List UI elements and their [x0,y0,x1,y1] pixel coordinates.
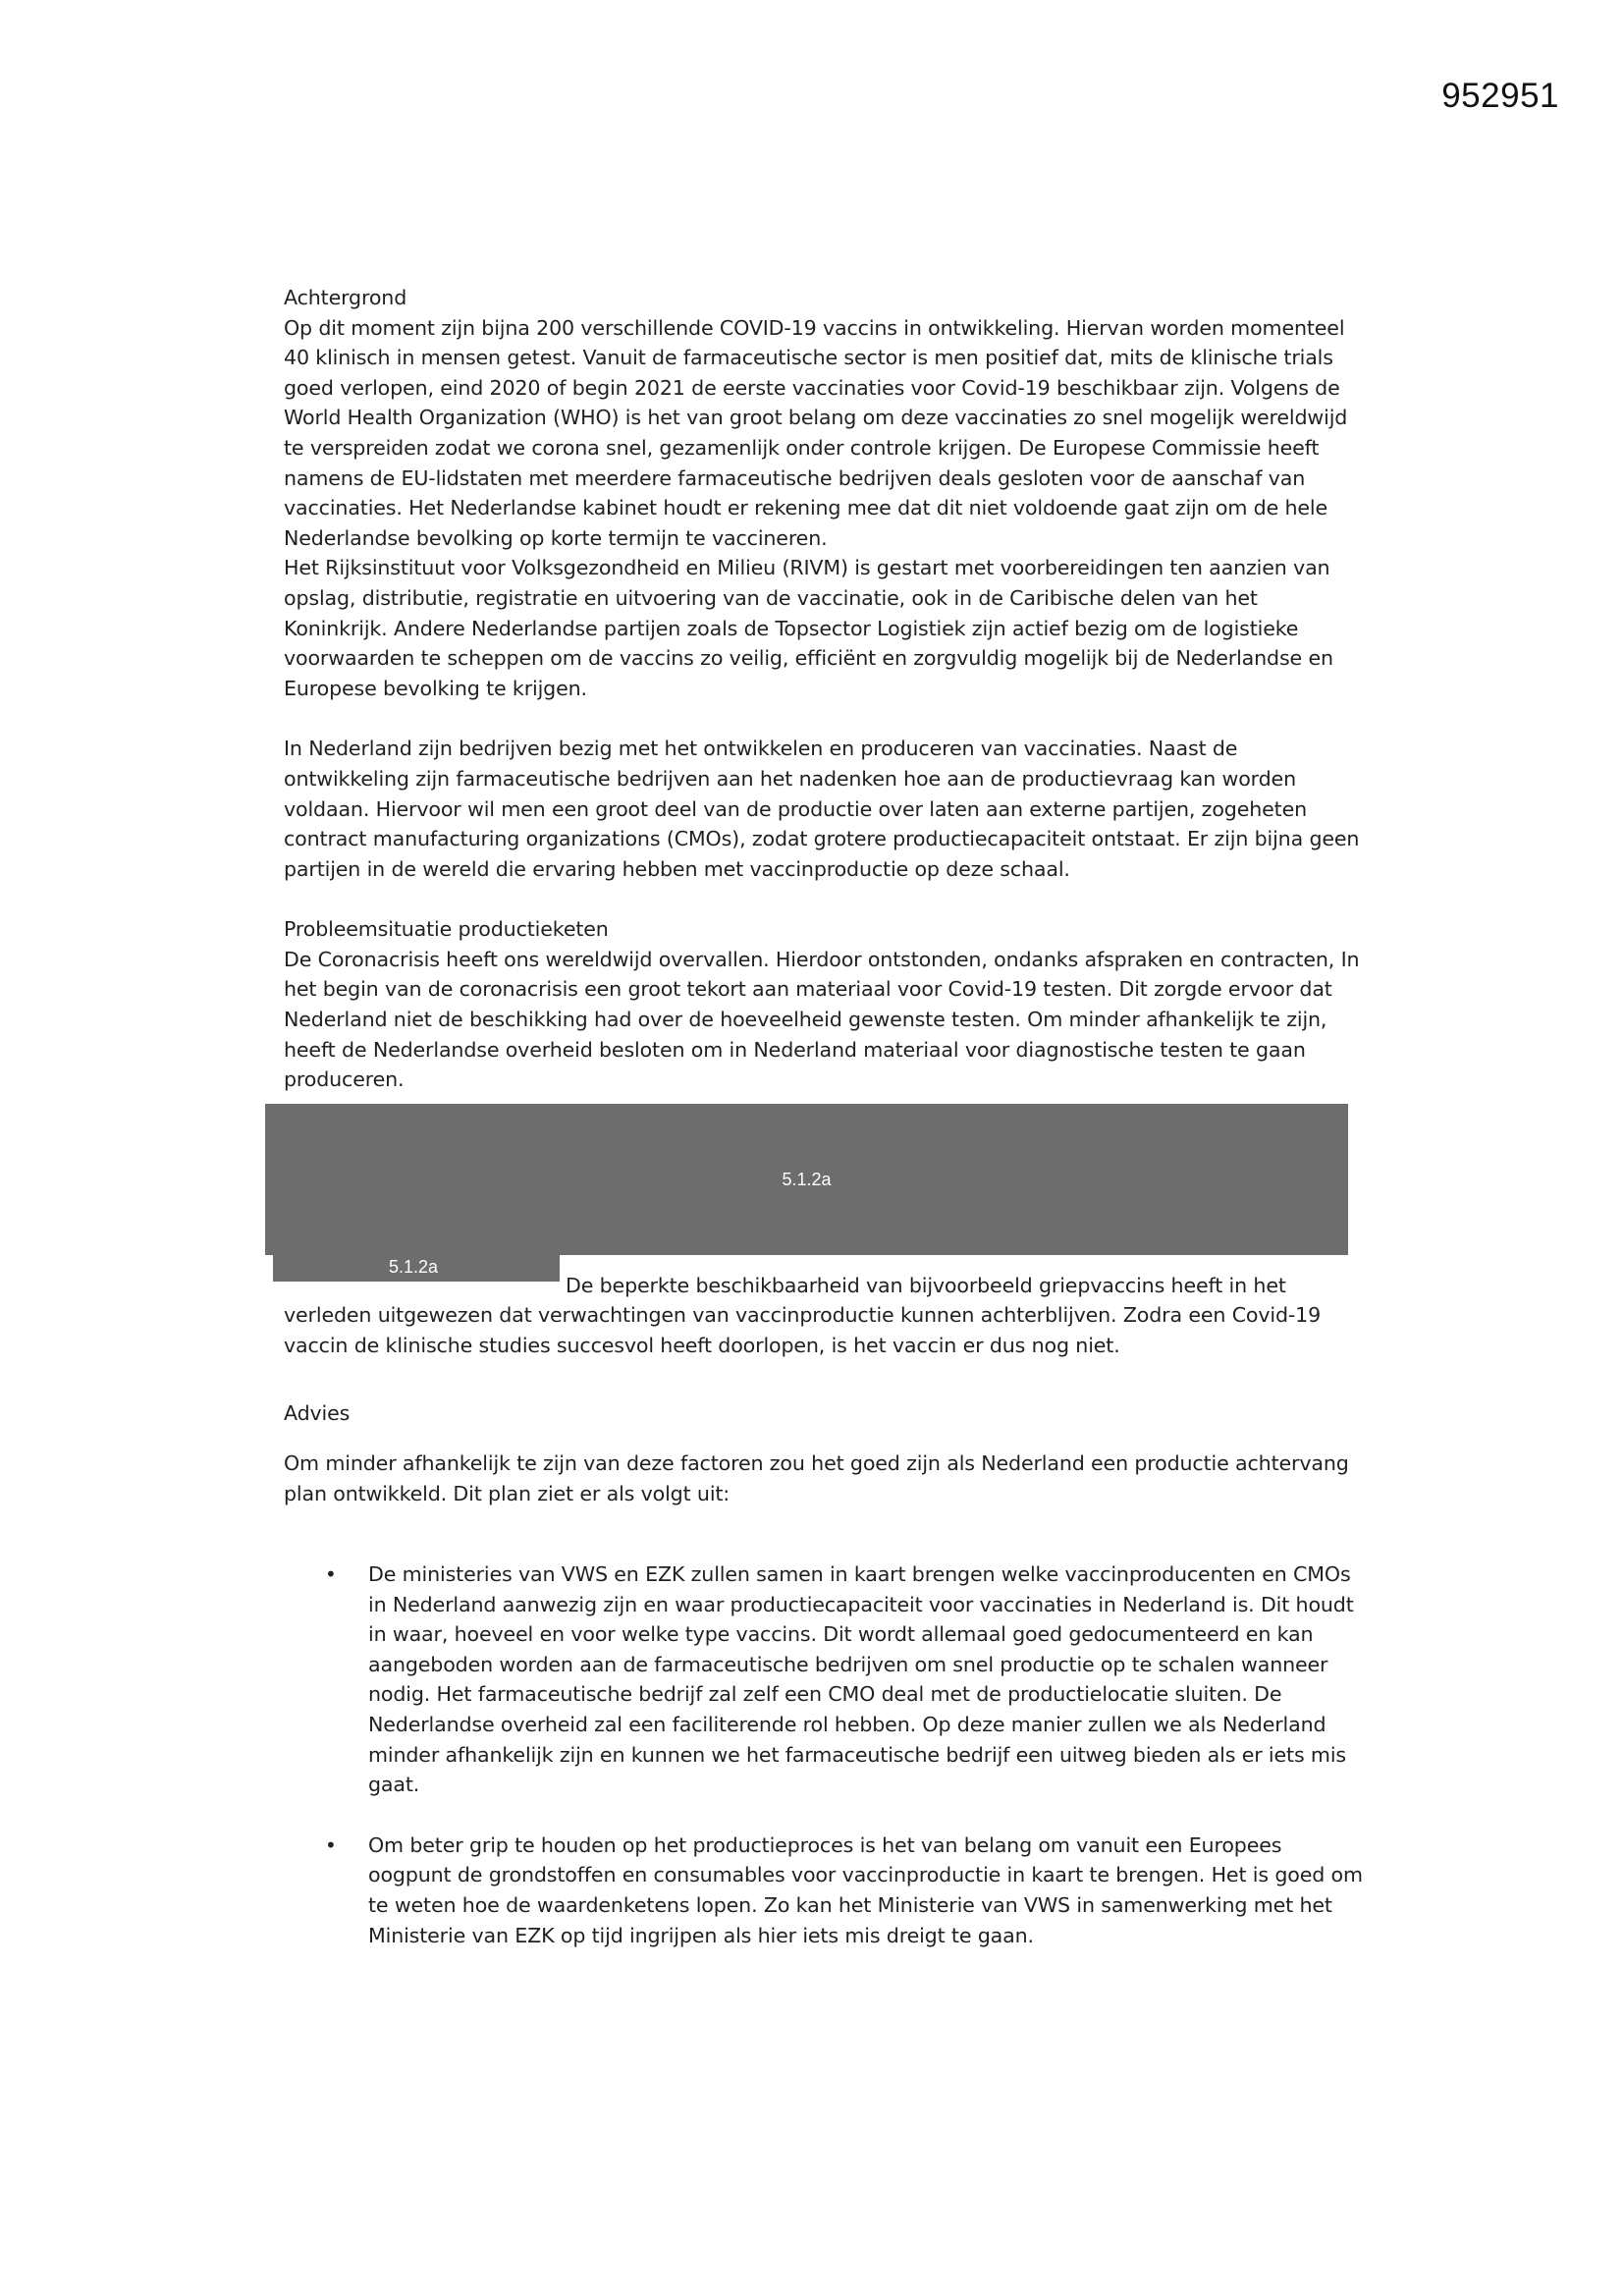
paragraph-achtergrond-3: In Nederland zijn bedrijven bezig met het ontwikkelen en produceren van vaccinaties. Naast de ontwikkeling zijn farmaceutische bedrijven aan het nadenken hoe aan de productievraag kan worden voldaan. Hiervoor wil men een groot deel van de productie over laten aan externe partijen, zogeheten contract manufacturing organizations (CMOs), zodat grotere productiecapaciteit ontstaat. Er zijn bijna geen partijen in de wereld die ervaring hebben met vaccinproductie op deze schaal. [284,737,1360,881]
paragraph-probleemsituatie: De Coronacrisis heeft ons wereldwijd overvallen. Hierdoor ontstonden, ondanks afspraken en contracten, In het begin van de coronacrisis een groot tekort aan materiaal voor Covid-19 testen. Dit zorgde ervoor dat Nederland niet de beschikking had over de hoeveelheid gewenste testen. Om minder afhankelijk te zijn, heeft de Nederlandse overheid besloten om in Nederland materiaal voor diagnostische testen te gaan produceren. [284,947,1360,1092]
redaction-inline: 5.1.2a [273,1253,560,1282]
spacer [284,884,1364,914]
section-heading-probleemsituatie: Probleemsituatie productieketen [284,917,609,942]
paragraph-achtergrond-1: Op dit moment zijn bijna 200 verschillende COVID-19 vaccins in ontwikkeling. Hiervan worden momenteel 40 klinisch in mensen getest. Vanuit de farmaceutische sector is men positief dat, mits de klinische trials goed verlopen, eind 2020 of begin 2021 de eerste vaccinaties voor Covid-19 beschikbaar zijn. Volgens de World Health Organization (WHO) is het van groot belang om deze vaccinaties zo snel mogelijk wereldwijd te verspreiden zodat we corona snel, gezamenlijk onder controle krijgen. De Europese Commissie heeft namens de EU-lidstaten met meerdere farmaceutische bedrijven deals gesloten voor de aanschaf van vaccinaties. Het Nederlandse kabinet houdt er rekening mee dat dit niet voldoende gaat zijn om de hele Nederlandse bevolking op korte termijn te vaccineren. [284,315,1348,550]
bullet-text: De ministeries van VWS en EZK zullen samen in kaart brengen welke vaccinproducenten en CMOs in Nederland aanwezig zijn en waar productiecapaciteit voor vaccinaties in Nederland is. Dit houdt in waar, hoeveel en voor welke type vaccins. Dit wordt allemaal goed gedocumenteerd en kan aangeboden worden aan de farmaceutische bedrijven om snel productie op te schalen wanneer nodig. Het farmaceutische bedrijf zal zelf een CMO deal met de productielocatie sluiten. De Nederlandse overheid zal een faciliterende rol hebben. Op deze manier zullen we als Nederland minder afhankelijk zijn en kunnen we het farmaceutische bedrijf een uitweg bieden als er iets mis gaat. [368,1561,1354,1797]
section-heading-achtergrond: Achtergrond [284,286,407,309]
bullet-icon: • [325,1832,337,1857]
paragraph-advies-intro: Om minder afhankelijk te zijn van deze factoren zou het goed zijn als Nederland een productie achtervang plan ontwikkeld. Dit plan ziet er als volgt uit: [284,1451,1349,1505]
advies-bullet-list [284,1559,1364,1950]
list-item [284,1831,1364,1950]
paragraph-achtergrond-2: Het Rijksinstituut voor Volksgezondheid en Milieu (RIVM) is gestart met voorbereidingen ten aanzien van opslag, distributie, registratie en uitvoering van de vaccinatie, ook in de Caribische delen van het Koninkrijk. Andere Nederlandse partijen zoals de Topsector Logistiek zijn actief bezig om de logistieke voorwaarden te scheppen om de vaccins zo veilig, efficiënt en zorgvuldig mogelijk bij de Nederlandse en Europese bevolking te krijgen. [284,556,1333,700]
section-heading-advies: Advies [284,1401,351,1425]
list-item [284,1559,1364,1800]
spacer [284,1800,1364,1831]
bullet-text: Om beter grip te houden op het productieproces is het van belang om vanuit een Europees oogpunt de grondstoffen en consumables voor vaccinproductie in kaart te brengen. Het is goed om te weten hoe de waardenketens lopen. Zo kan het Ministerie van VWS in samenwerking met het Ministerie van EZK op tijd ingrijpen als hier iets mis dreigt te gaan. [368,1832,1363,1947]
main-content [284,283,1364,1095]
spacer [284,1529,1364,1559]
document-number: 952951 [1441,77,1559,115]
redaction-block: 5.1.2a [265,1104,1348,1255]
paragraph-vaccinproductie: De beperkte beschikbaarheid van bijvoorbeeld griepvaccins heeft in het verleden uitgewezen dat verwachtingen van vaccinproductie kunnen achterblijven. Zodra een Covid-19 vaccin de klinische studies succesvol heeft doorlopen, is het vaccin er dus nog niet. [284,1273,1322,1357]
section-advies [284,1398,1364,1950]
spacer [284,703,1364,734]
bullet-icon: • [325,1561,337,1586]
